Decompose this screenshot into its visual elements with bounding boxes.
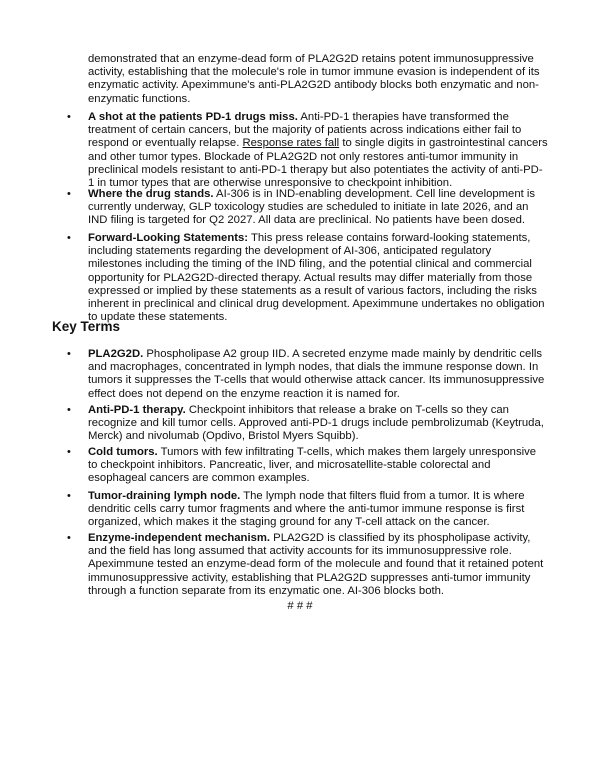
- term-title: Cold tumors.: [88, 446, 158, 458]
- item-title: Where the drug stands.: [88, 188, 214, 200]
- term-text: Tumors with few infiltrating T-cells, which makes them largely unresponsive to checkpoint inhibitors. Pancreatic, liver, and microsatellite-stable colorectal and esophageal cancers are common examples.: [88, 446, 537, 485]
- term-enzyme-independent: [88, 532, 548, 598]
- response-rates-link[interactable]: Response rates fall: [242, 137, 340, 150]
- term-text: The lymph node that filters fluid from a tumor. It is where dendritic cells carry tumor fragments and where the anti-tumor immune response is first organized, which makes it the staging ground for any T-cell attack on the cancer.: [88, 490, 525, 529]
- term-title: PLA2G2D.: [88, 348, 144, 360]
- bullet-marker: •: [67, 532, 71, 544]
- list-item-forward-looking: [88, 232, 548, 324]
- term-pla2g2d: [88, 348, 548, 401]
- end-mark: # # #: [287, 600, 313, 612]
- bullet-marker: •: [67, 111, 71, 123]
- term-text: PLA2G2D is classified by its phospholipase activity, and the field has long assumed that activity accounts for its immunosuppressive role. Apeximmune tested an enzyme-dead form of the molecule and found that it retained potent immunosuppressive activity, establishing that PLA2G2D suppresses anti-tumor immunity through a function separate from its enzymatic one. AI-306 blocks both.: [88, 532, 544, 597]
- intro-paragraph: demonstrated that an enzyme-dead form of PLA2G2D retains potent immunosuppressive activity, establishing that the molecule's role in tumor immune evasion is independent of its enzymatic activity. Apeximmune's anti-PLA2G2D antibody blocks both enzymatic and non-enzymatic functions.: [88, 53, 540, 105]
- list-item-drug-status: [88, 188, 548, 228]
- term-text: Checkpoint inhibitors that release a brake on T-cells so they can recognize and kill tumor cells. Approved anti-PD-1 drugs include pembrolizumab (Keytruda, Merck) and nivolumab (Opdivo, Bristol Myers Squibb).: [88, 404, 544, 443]
- term-text: Phospholipase A2 group IID. A secreted enzyme made mainly by dendritic cells and macrophages, concentrated in lymph nodes, that dials the immune response down. In tumors it suppresses the T-cells that would otherwise attack cancer. Its immunosuppressive effect does not depend on the enzyme reaction it is named for.: [88, 348, 545, 400]
- bullet-marker: •: [67, 348, 71, 360]
- term-title: Enzyme-independent mechanism.: [88, 532, 271, 544]
- term-title: Anti-PD-1 therapy.: [88, 404, 186, 416]
- list-item-pd1: [88, 111, 548, 190]
- bullet-marker: •: [67, 404, 71, 416]
- item-title: A shot at the patients PD-1 drugs miss.: [88, 111, 298, 123]
- bullet-marker: •: [67, 446, 71, 458]
- term-cold-tumors: [88, 446, 548, 486]
- term-title: Tumor-draining lymph node.: [88, 490, 241, 502]
- item-title: Forward-Looking Statements:: [88, 232, 249, 244]
- bullet-marker: •: [67, 232, 71, 244]
- item-text: This press release contains forward-looking statements, including statements regarding the development of AI-306, anticipated regulatory milestones including the timing of the IND filing, and the potential clinical and commercial opportunity for PLA2G2D-directed therapy. Actual results may differ materially from those expressed or implied by these statements as a result of various factors, including the risks inherent in preclinical and clinical drug development. Apeximmune undertakes no obligation to update these statements.: [88, 232, 545, 324]
- term-anti-pd1: [88, 404, 548, 444]
- item-text: Anti-PD-1 therapies have transformed the treatment of certain cancers, but the majority of patients across indications either fail to respond or eventually relapse.: [88, 111, 522, 150]
- term-lymph-node: [88, 490, 548, 530]
- item-text: to single digits in gastrointestinal cancers and other tumor types. Blockade of PLA2G2D not only restores anti-tumor immunity in preclinical models resistant to anti-PD-1 therapy but also potentiates the activity of anti-PD-1 in tumor types that are otherwise unresponsive to checkpoint inhibition.: [88, 137, 548, 190]
- item-text: AI-306 is in IND-enabling development. Cell line development is currently underway, GLP toxicology studies are scheduled to initiate in late 2026, and an IND filing is targeted for Q2 2027. All data are preclinical. No patients have been dosed.: [88, 188, 536, 227]
- key-terms-heading: Key Terms: [52, 319, 121, 334]
- bullet-marker: •: [67, 188, 71, 200]
- bullet-marker: •: [67, 490, 71, 502]
